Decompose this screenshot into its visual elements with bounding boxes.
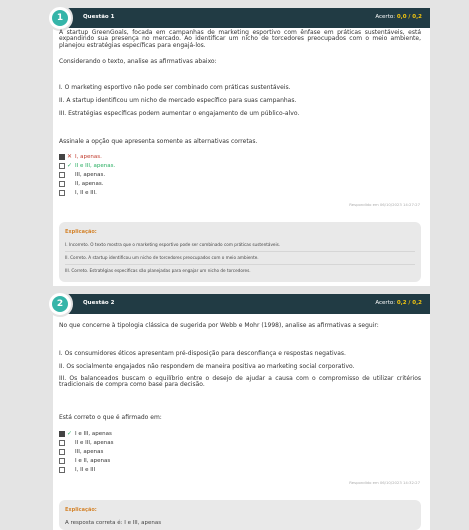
option-c[interactable] (59, 449, 259, 456)
explanation-line-1: I. Incorreto. O texto mostra que o marketing esportivo pode ser combinado com práticas sustentáveis. (65, 242, 281, 247)
question-score (375, 300, 422, 306)
score-max: / 0,2 (408, 300, 422, 306)
statement-item-3: III. Os balanceados buscam o equilíbrio entre o desejo de ajudar a causa com o compromisso de utilizar critérios tradicionais de compra como base para decisão. (59, 375, 421, 389)
question-score (375, 14, 422, 20)
option-b[interactable] (59, 163, 259, 170)
option-checkbox[interactable] (59, 172, 65, 178)
explanation-line-2: II. Correto. A startup identificou um nicho de torcedores preocupados com o meio ambiente. (65, 255, 259, 260)
option-label: II e III, apenas (75, 440, 114, 446)
question-number: 2 (52, 296, 68, 312)
option-checkbox-checked[interactable] (59, 154, 65, 160)
score-value: 0,0 (396, 14, 407, 20)
option-label: I e III, apenas (75, 431, 112, 437)
option-checkbox[interactable] (59, 181, 65, 187)
statement-item-2: II. Os socialmente engajados não respondem de maneira positiva ao marketing social corporativo. (59, 363, 355, 370)
option-checkbox-checked[interactable] (59, 431, 65, 437)
explanation-box (59, 500, 421, 530)
correct-mark-icon: ✓ (67, 430, 73, 437)
correct-mark-icon: ✓ (67, 162, 73, 169)
option-a[interactable] (59, 431, 259, 438)
option-label: II e III, apenas. (75, 163, 116, 169)
option-checkbox[interactable] (59, 163, 65, 169)
option-checkbox[interactable] (59, 467, 65, 473)
option-label: III, apenas. (75, 172, 106, 178)
score-label: Acerto: (375, 14, 396, 20)
divider (65, 264, 415, 265)
option-checkbox[interactable] (59, 458, 65, 464)
question-header (53, 8, 430, 28)
question-statement: No que concerne à tipologia clássica de sugerida por Webb e Mohr (1998), analise as afirmativas a seguir: (59, 322, 379, 329)
question-card-1 (53, 8, 430, 286)
option-a[interactable] (59, 154, 259, 161)
option-label: I, II e III. (75, 190, 97, 196)
explanation-box (59, 222, 421, 282)
option-e[interactable] (59, 190, 259, 197)
explanation-title: Explicação: (65, 229, 97, 235)
statement-item-3: III. Estratégias específicas podem aumentar o engajamento de um público-alvo. (59, 110, 300, 117)
score-max: / 0,2 (408, 14, 422, 20)
question-title: Questão 2 (83, 300, 115, 306)
question-number: 1 (52, 10, 68, 26)
question-number-badge (47, 5, 73, 31)
question-prompt: Assinale a opção que apresenta somente as alternativas corretas. (59, 138, 258, 145)
divider (65, 251, 415, 252)
question-header (53, 294, 430, 314)
option-d[interactable] (59, 458, 259, 465)
question-prompt: Está correto o que é afirmado em: (59, 414, 162, 421)
option-checkbox[interactable] (59, 449, 65, 455)
statement-item-1: I. O marketing esportivo não pode ser combinado com práticas sustentáveis. (59, 84, 291, 91)
explanation-line-1: A resposta correta é: I e III, apenas (65, 520, 162, 526)
option-checkbox[interactable] (59, 440, 65, 446)
option-label: I, II e III (75, 467, 96, 473)
option-c[interactable] (59, 172, 259, 179)
explanation-title: Explicação: (65, 507, 97, 513)
option-label: I e II, apenas (75, 458, 111, 464)
question-title: Questão 1 (83, 14, 115, 20)
option-label: I, apenas. (75, 154, 102, 160)
responded-timestamp: Respondido em 06/10/2023 14:32:27 (349, 480, 420, 485)
option-d[interactable] (59, 181, 259, 188)
question-considering: Considerando o texto, analise as afirmativas abaixo: (59, 58, 217, 65)
option-b[interactable] (59, 440, 259, 447)
statement-item-2: II. A startup identificou um nicho de mercado específico para suas campanhas. (59, 97, 297, 104)
score-value: 0,2 (396, 300, 407, 306)
option-e[interactable] (59, 467, 259, 474)
score-label: Acerto: (375, 300, 396, 306)
question-card-2 (53, 294, 430, 530)
option-checkbox[interactable] (59, 190, 65, 196)
question-statement: A startup GreenGoals, focada em campanhas de marketing esportivo com ênfase em práticas sustentáveis, está expandindo sua presença no mercado. Ao identificar um nicho de torcedores preocupados com o meio ambiente, planejou estratégias específicas para engajá-los. (59, 29, 421, 49)
option-label: III, apenas (75, 449, 104, 455)
question-number-badge (47, 291, 73, 317)
wrong-mark-icon: ✕ (67, 153, 73, 160)
responded-timestamp: Respondido em 06/10/2023 14:27:27 (349, 202, 420, 207)
explanation-line-3: III. Correto. Estratégias específicas são planejadas para engajar um nicho de torcedores. (65, 268, 251, 273)
option-label: II, apenas. (75, 181, 104, 187)
statement-item-1: I. Os consumidores éticos apresentam pré-disposição para desconfiança e respostas negativas. (59, 350, 346, 357)
